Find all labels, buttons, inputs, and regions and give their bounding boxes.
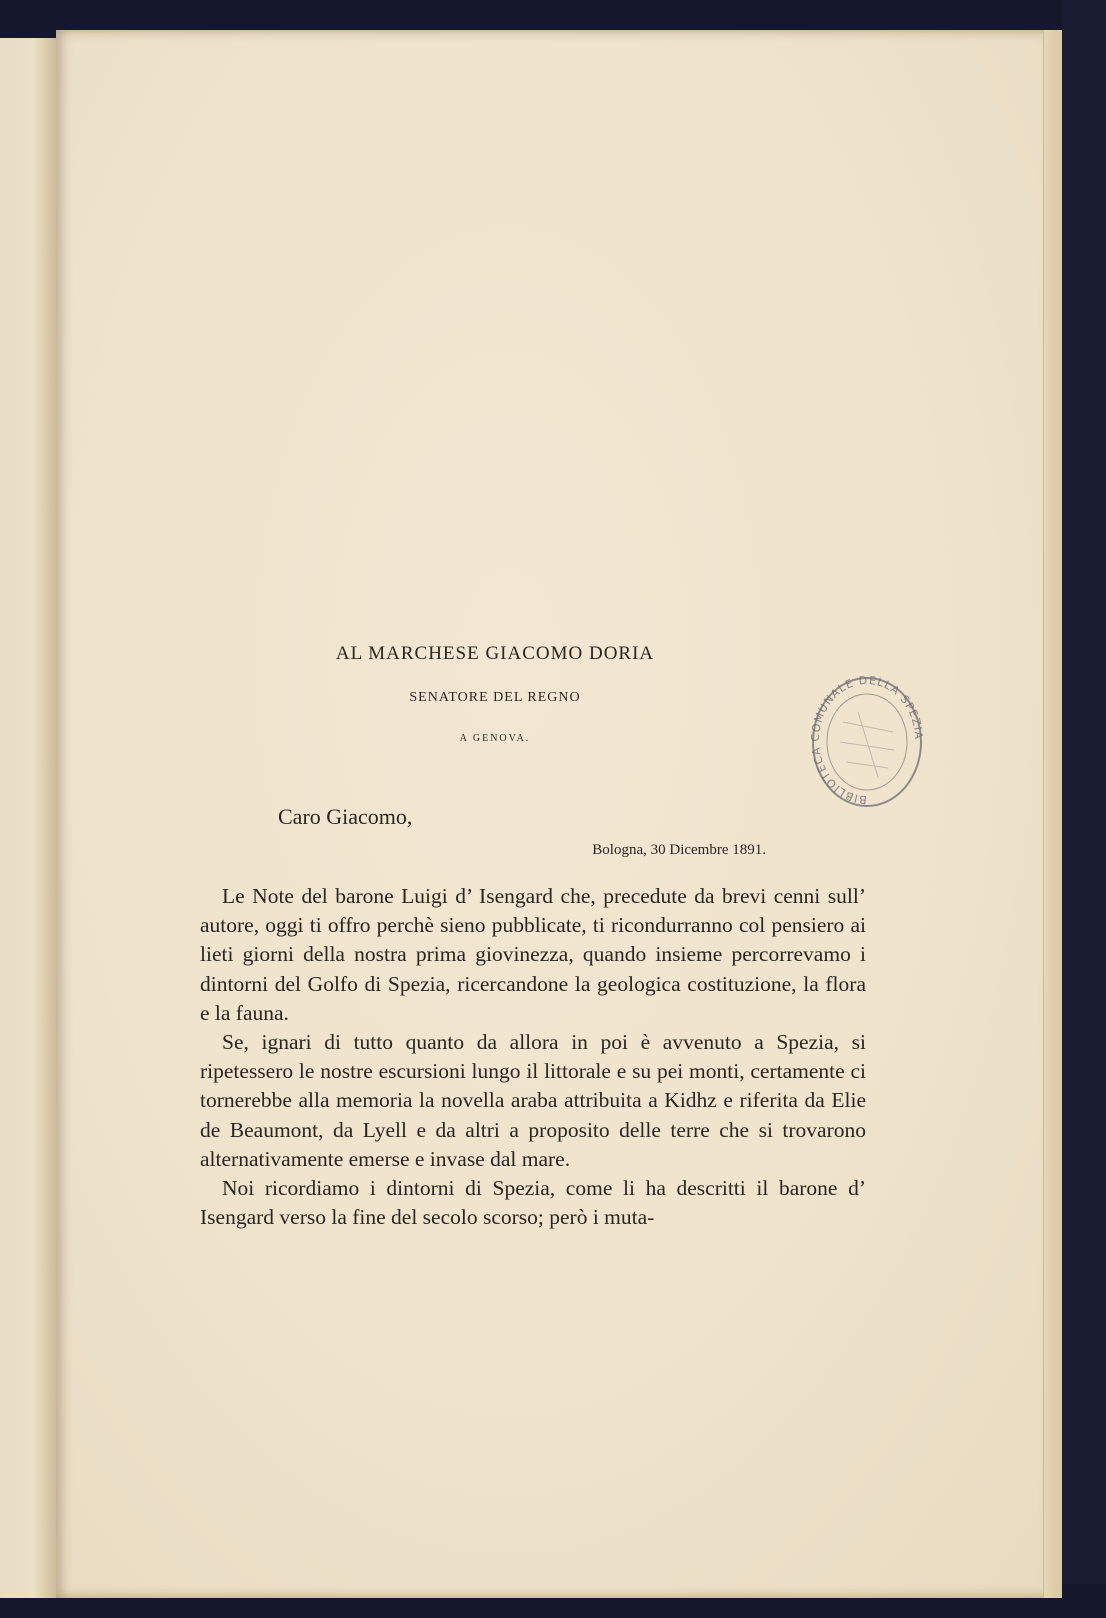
page-edge (1043, 30, 1062, 1598)
document-page (56, 30, 1062, 1598)
dateline: Bologna, 30 Dicembre 1891. (592, 842, 766, 858)
letter-body (200, 882, 866, 1232)
paragraph-3: Noi ricordiamo i dintorni di Spezia, come li ha descritti il barone d’ Isengard verso la fine del secolo scorso; però i muta- (200, 1176, 866, 1230)
previous-page-edge (0, 38, 58, 1598)
dedication-location: A GENOVA. (459, 733, 531, 744)
library-stamp (808, 672, 926, 812)
scan-background-right (1062, 0, 1106, 1618)
paragraph-1: Le Note del barone Luigi d’ Isengard che, precedute da brevi cenni sull’ autore, oggi ti offro perchè sieno pubblicate, ti ricondurranno col pensiero ai lieti giorni della nostra prima giovinezza, quando insieme percorrevamo i dintorni del Golfo di Spezia, ricercandone la geologica costituzione, la flora e la fauna. (200, 884, 866, 1025)
dedication-heading: AL MARCHESE GIACOMO DORIA (335, 643, 655, 664)
paragraph-2: Se, ignari di tutto quanto da allora in poi è avvenuto a Spezia, si ripetessero le nostre escursioni lungo il littorale e su pei monti, certamente ci tornerebbe alla memoria la novella araba attribuita a Kidhz e riferita da Elie de Beaumont, da Lyell e da altri a proposito delle terre che si trovarono alternativamente emerse e invase dal mare. (200, 1030, 866, 1171)
dedication-subheading: SENATORE DEL REGNO (409, 690, 581, 705)
stamp-text: BIBLIOTECA COMUNALE DELLA SPEZIA (808, 673, 926, 807)
salutation: Caro Giacomo, (278, 804, 413, 829)
